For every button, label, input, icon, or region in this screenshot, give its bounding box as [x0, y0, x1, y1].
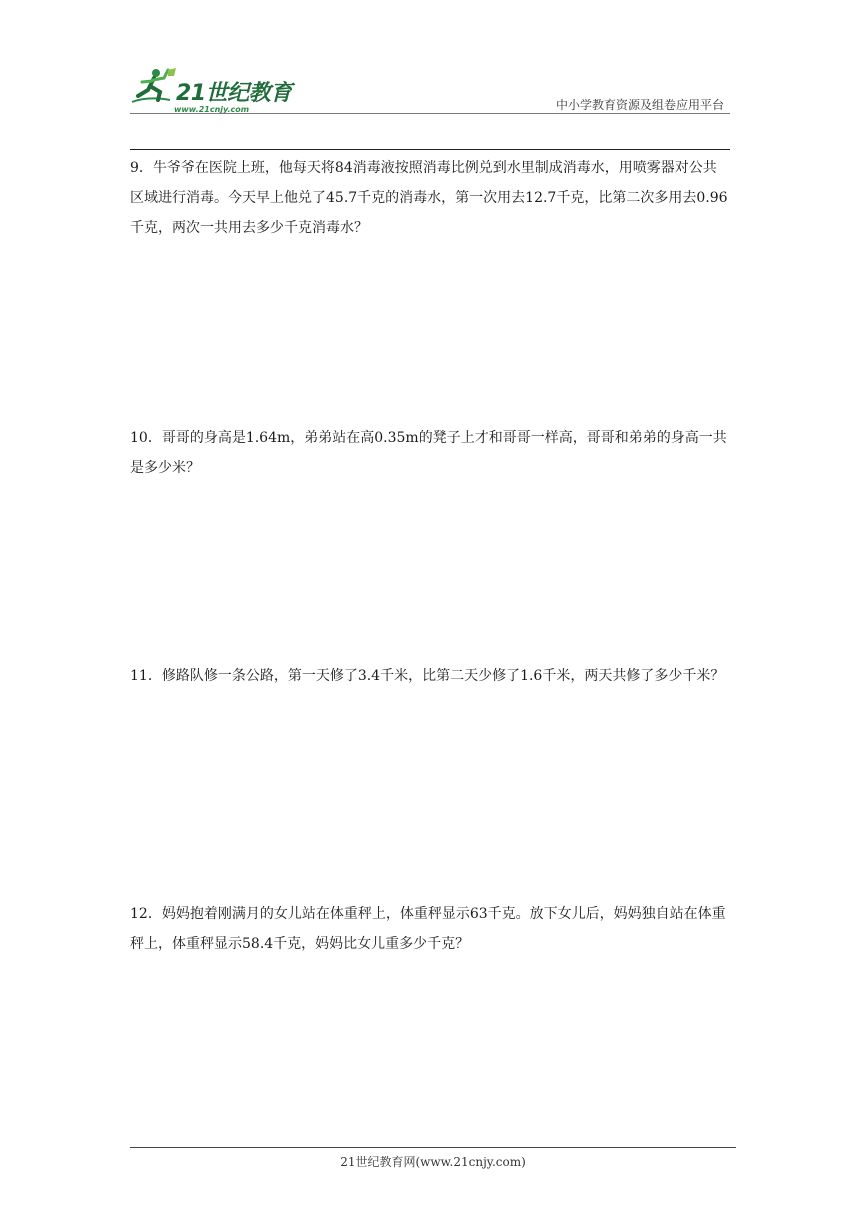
site-logo[interactable]	[130, 66, 300, 116]
page-header	[130, 62, 730, 152]
question-9: 9．牛爷爷在医院上班，他每天将84消毒液按照消毒比例兑到水里制成消毒水，用喷雾器对公共区域进行消毒。今天早上他兑了45.7千克的消毒水，第一次用去12.7千克，比第二次多用去0.96千克，两次一共用去多少千克消毒水？	[130, 160, 728, 236]
logo-url: www.21cnjy.com	[174, 105, 250, 114]
header-rule	[130, 149, 730, 150]
platform-tagline: 中小学教育资源及组卷应用平台	[555, 98, 724, 112]
question-11: 11．修路队修一条公路，第一天修了3.4千米，比第二天少修了1.6千米，两天共修了多少千米？	[130, 668, 725, 684]
question-12: 12．妈妈抱着刚满月的女儿站在体重秤上，体重秤显示63千克。放下女儿后，妈妈独自站在体重秤上，体重秤显示58.4千克，妈妈比女儿重多少千克？	[130, 906, 726, 952]
logo-text: 21世纪教育	[176, 81, 292, 106]
question-10: 10．哥哥的身高是1.64m，弟弟站在高0.35m的凳子上才和哥哥一样高，哥哥和弟弟的身高一共是多少米？	[130, 430, 727, 476]
footer-divider	[130, 1147, 736, 1148]
footer-text[interactable]: 21世纪教育网(www.21cnjy.com)	[340, 1155, 526, 1169]
header-divider	[130, 113, 730, 114]
runner-logo-icon	[130, 66, 178, 110]
